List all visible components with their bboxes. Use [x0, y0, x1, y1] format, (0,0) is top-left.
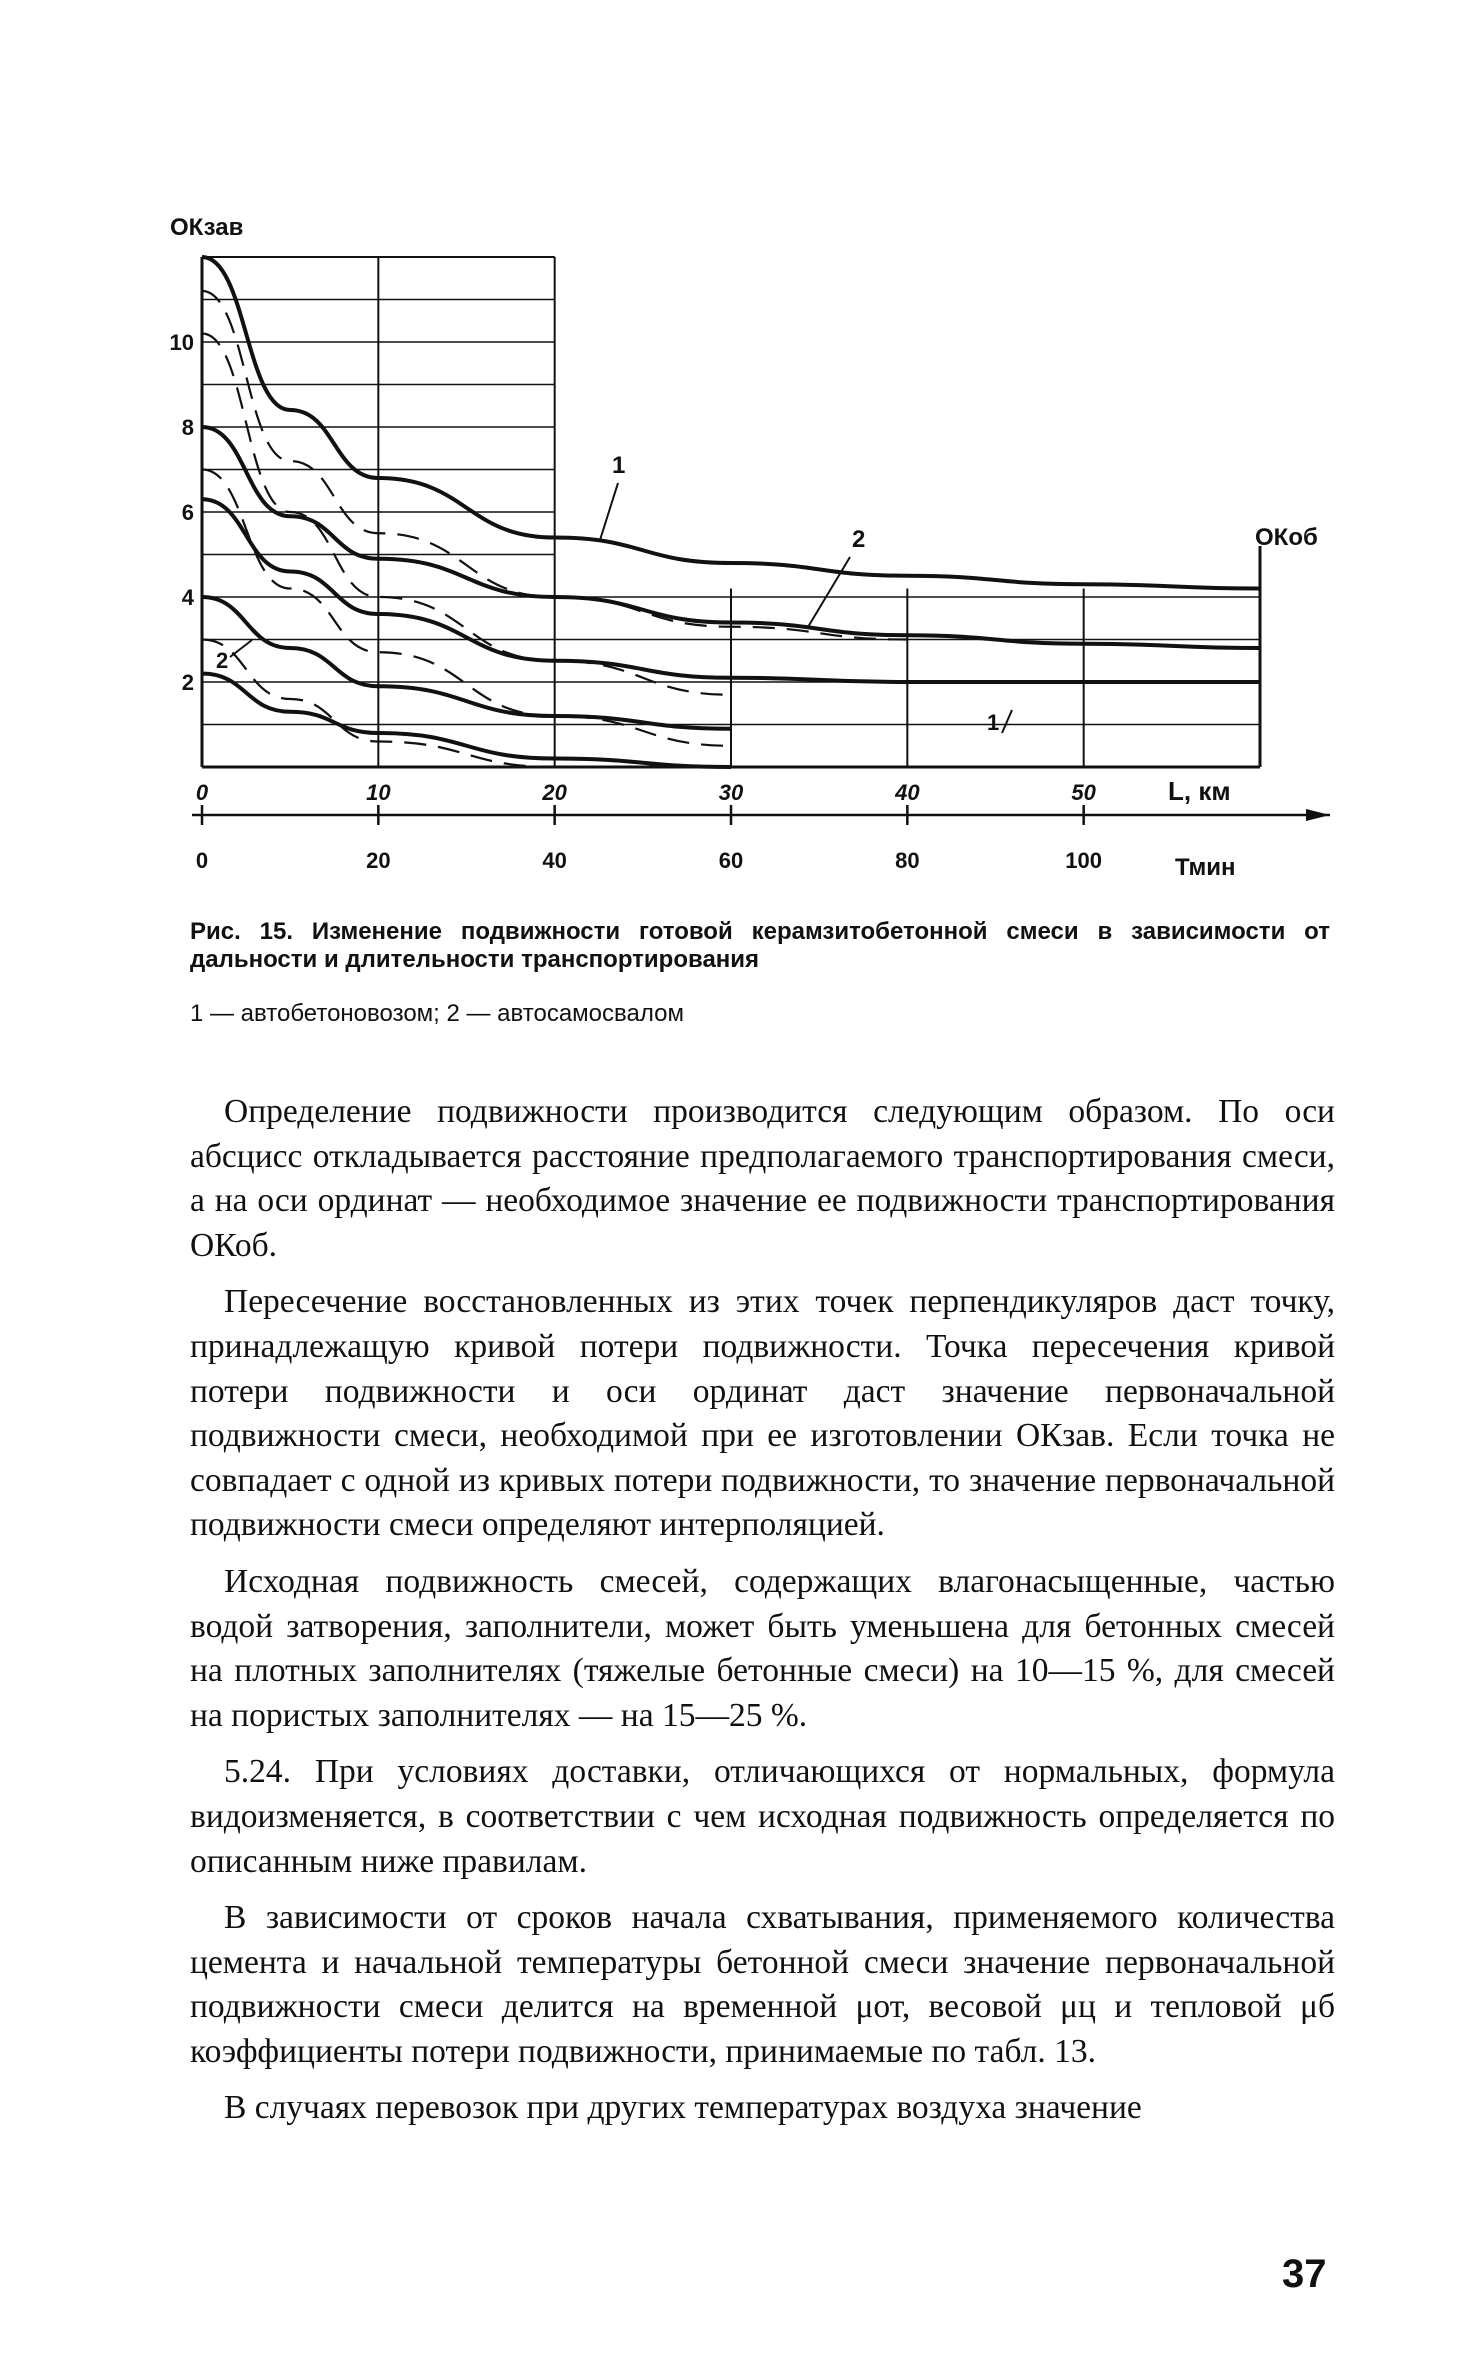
curve-label-2-left: 2 [216, 648, 229, 673]
curve-solid [202, 674, 731, 768]
km-tick-label: 10 [366, 780, 391, 805]
page-number: 37 [1282, 2252, 1327, 2296]
chart-grid [202, 257, 1260, 767]
km-axis-arrow [1306, 809, 1330, 821]
paragraph-2: Пересечение восстановленных из этих точек перпендикуляров даст точку, принадлежащую кривой потери подвижности. Точка пересечения кривой потери подвижности и оси ординат даст значение первоначальной подвижности смеси, необходимой при ее изготовлении ОКзав. Если точка не совпадает с одной из кривых потери подвижности, то значение первоначальной подвижности смеси определяют интерполяцией. [190, 1283, 1335, 1544]
paragraph-5: В зависимости от сроков начала схватывания, применяемого количества цемента и начальной температуры бетонной смеси значение первоначальной подвижности смеси делится на временной μот, весовой μц и тепловой μб коэффициенты потери подвижности, принимаемые по табл. 13. [190, 1899, 1335, 2070]
min-tick-label: 60 [718, 848, 744, 873]
min-tick-label: 40 [542, 848, 567, 873]
leader-1-bottom [1002, 710, 1012, 733]
min-tick-label: 100 [1065, 848, 1103, 873]
paragraph-6: В случаях перевозок при других температурах воздуха значение [224, 2089, 1142, 2127]
y-axis-label: ОКзав [170, 214, 244, 241]
min-tick-label: 0 [195, 848, 209, 873]
min-tick-label: 80 [895, 848, 920, 873]
y-tick-label: 10 [169, 330, 194, 355]
curve-solid [202, 597, 731, 729]
x-axis-minutes [196, 848, 1102, 873]
x-axis-km [192, 780, 1330, 825]
x-axis-km-label: L, км [1168, 776, 1231, 806]
curve-label-1-bottom: 1 [987, 710, 1000, 735]
paragraph-1: Определение подвижности производится следующим образом. По оси абсцисс откладывается расстояние предполагаемого транспортирования смеси, а на оси ординат — необходимое значение ее подвижности транспортирования ОКоб. [190, 1093, 1335, 1264]
paragraph-3: Исходная подвижность смесей, содержащих влагонасыщенные, частью водой затворения, заполнители, может быть уменьшена для бетонных смесей на плотных заполнителях (тяжелые бетонные смеси) на 10—15 %, для смесей на пористых заполнителях — на 15—25 %. [190, 1562, 1335, 1734]
km-tick-label: 0 [195, 780, 209, 805]
figure-chart [150, 195, 1350, 895]
curve-label-2-top: 2 [852, 526, 866, 553]
curve-solid [202, 257, 1260, 589]
y-tick-label: 2 [181, 670, 194, 695]
figure-caption: Рис. 15. Изменение подвижности готовой керамзитобетонной смеси в зависимости от дальности и длительности транспортирования [190, 918, 1330, 973]
body-text [190, 1090, 1335, 2143]
min-tick-label: 20 [366, 848, 391, 873]
km-tick-label: 50 [1071, 780, 1096, 805]
figure-legend: 1 — автобетоновозом; 2 — автосамосвалом [190, 1000, 684, 1027]
y-tick-labels [170, 330, 195, 695]
leader-1-top [600, 483, 618, 540]
paragraph-4: 5.24. При условиях доставки, отличающихся от нормальных, формула видоизменяется, в соответствии с чем исходная подвижность определяется по описанным ниже правилам. [190, 1753, 1335, 1880]
y-tick-label: 8 [181, 415, 194, 440]
km-tick-label: 40 [895, 780, 920, 805]
km-tick-label: 30 [718, 780, 744, 805]
leader-2-left [230, 640, 252, 657]
km-tick-label: 20 [542, 780, 567, 805]
y-tick-label: 6 [181, 500, 194, 525]
curve-label-1-top: 1 [612, 452, 626, 479]
okob-label: ОКоб [1255, 524, 1318, 551]
x-axis-min-label: Тмин [1175, 854, 1236, 881]
y-tick-label: 4 [181, 585, 194, 610]
curve-dashed [202, 470, 731, 746]
